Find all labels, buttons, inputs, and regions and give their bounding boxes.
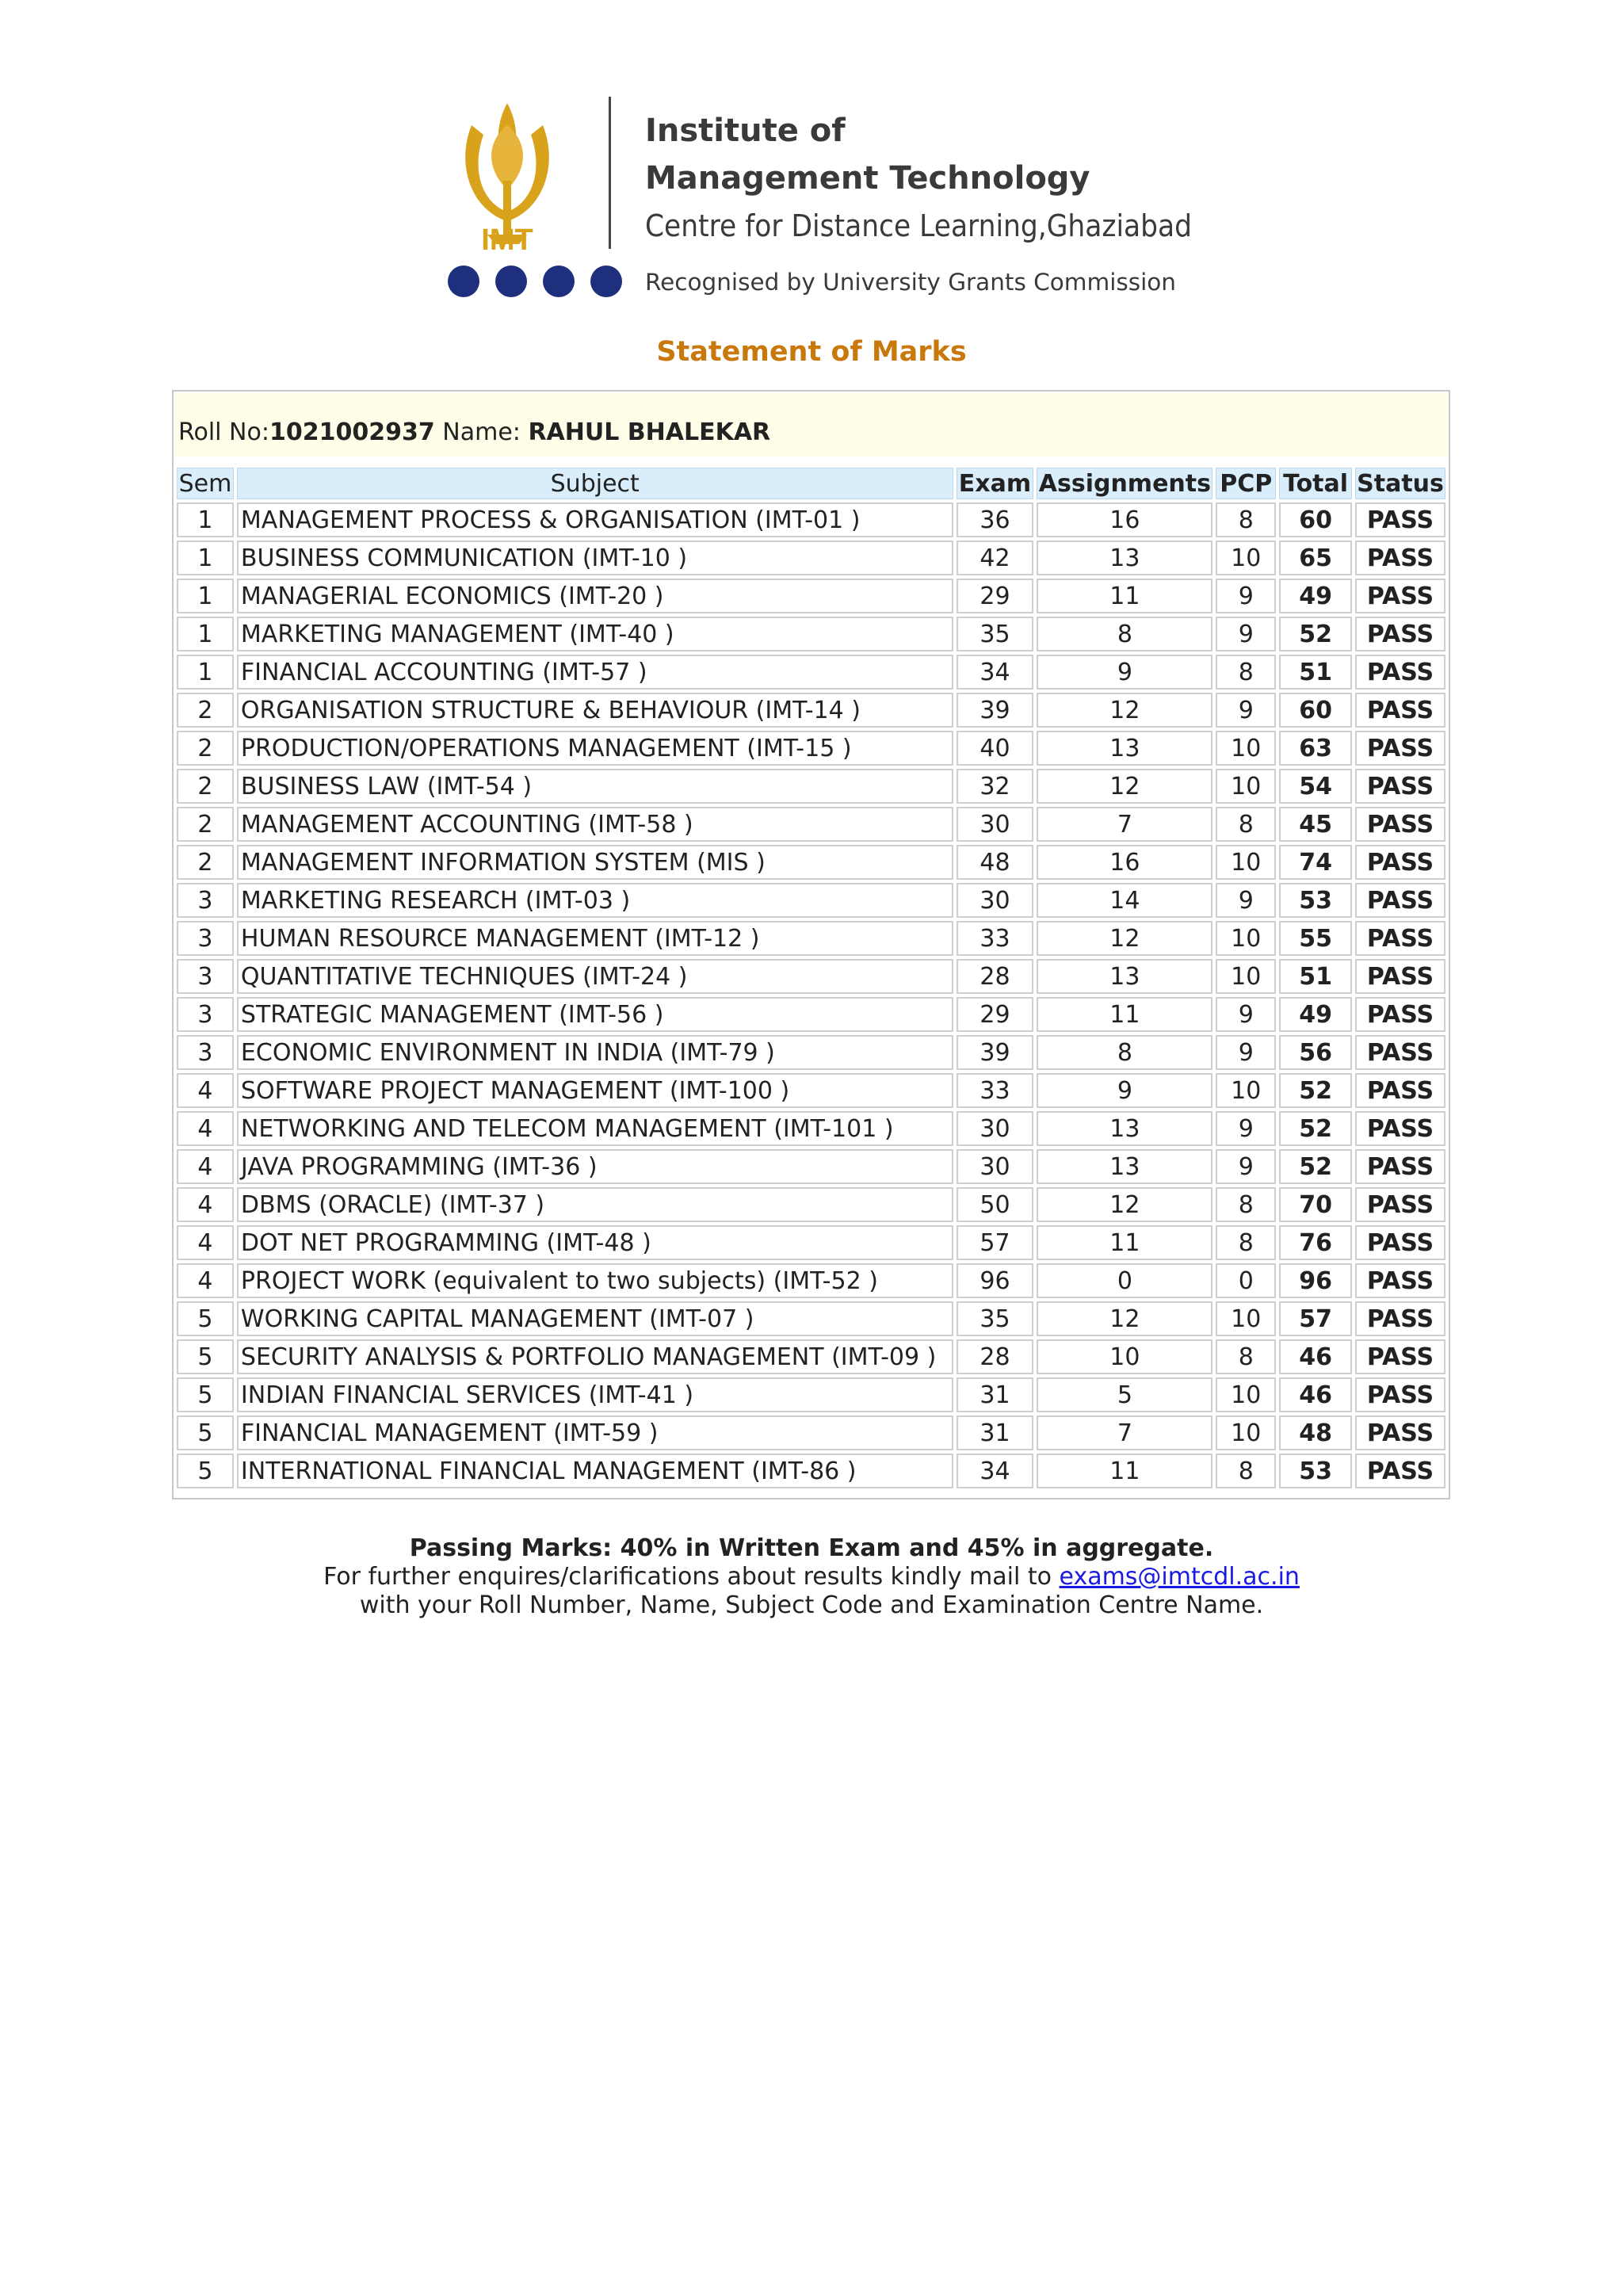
cell-pcp: 10 bbox=[1216, 769, 1276, 804]
table-row bbox=[177, 1301, 1445, 1336]
cell-status: PASS bbox=[1355, 845, 1445, 880]
cell-status: PASS bbox=[1355, 1415, 1445, 1450]
cell-subject: ORGANISATION STRUCTURE & BEHAVIOUR (IMT-14 ) bbox=[237, 693, 953, 728]
cell-total: 54 bbox=[1279, 769, 1352, 804]
cell-pcp: 0 bbox=[1216, 1263, 1276, 1298]
cell-pcp: 10 bbox=[1216, 731, 1276, 766]
cell-exam: 39 bbox=[957, 1035, 1034, 1070]
cell-subject: MARKETING MANAGEMENT (IMT-40 ) bbox=[237, 617, 953, 651]
cell-subject: MANAGEMENT PROCESS & ORGANISATION (IMT-01 ) bbox=[237, 502, 953, 537]
cell-status: PASS bbox=[1355, 769, 1445, 804]
cell-assignments: 14 bbox=[1037, 883, 1212, 918]
cell-subject: WORKING CAPITAL MANAGEMENT (IMT-07 ) bbox=[237, 1301, 953, 1336]
table-row bbox=[177, 731, 1445, 766]
cell-status: PASS bbox=[1355, 1225, 1445, 1260]
cell-status: PASS bbox=[1355, 883, 1445, 918]
cell-pcp: 8 bbox=[1216, 807, 1276, 842]
cell-total: 52 bbox=[1279, 617, 1352, 651]
cell-status: PASS bbox=[1355, 1339, 1445, 1374]
cell-sem: 4 bbox=[177, 1263, 234, 1298]
cell-pcp: 10 bbox=[1216, 541, 1276, 575]
table-header-row bbox=[177, 468, 1445, 499]
cell-subject: NETWORKING AND TELECOM MANAGEMENT (IMT-101 ) bbox=[237, 1111, 953, 1146]
cell-assignments: 12 bbox=[1037, 769, 1212, 804]
cell-total: 49 bbox=[1279, 579, 1352, 613]
logo-divider bbox=[609, 97, 611, 249]
table-row bbox=[177, 693, 1445, 728]
table-row bbox=[177, 807, 1445, 842]
cell-total: 57 bbox=[1279, 1301, 1352, 1336]
cell-total: 52 bbox=[1279, 1149, 1352, 1184]
imt-logo bbox=[440, 94, 1193, 308]
institute-line-2: Management Technology bbox=[645, 160, 1090, 197]
cell-sem: 3 bbox=[177, 1035, 234, 1070]
table-row bbox=[177, 959, 1445, 994]
cell-assignments: 12 bbox=[1037, 1187, 1212, 1222]
cell-exam: 31 bbox=[957, 1415, 1034, 1450]
cell-exam: 39 bbox=[957, 693, 1034, 728]
table-row bbox=[177, 769, 1445, 804]
cell-status: PASS bbox=[1355, 502, 1445, 537]
cell-total: 55 bbox=[1279, 921, 1352, 956]
cell-exam: 30 bbox=[957, 1111, 1034, 1146]
cell-assignments: 10 bbox=[1037, 1339, 1212, 1374]
cell-subject: SECURITY ANALYSIS & PORTFOLIO MANAGEMENT (IMT-09 ) bbox=[237, 1339, 953, 1374]
institute-line-3: Centre for Distance Learning,Ghaziabad bbox=[645, 208, 1192, 243]
cell-status: PASS bbox=[1355, 807, 1445, 842]
marks-table bbox=[174, 464, 1449, 1492]
cell-exam: 30 bbox=[957, 1149, 1034, 1184]
table-row bbox=[177, 655, 1445, 690]
cell-sem: 1 bbox=[177, 617, 234, 651]
cell-subject: FINANCIAL MANAGEMENT (IMT-59 ) bbox=[237, 1415, 953, 1450]
cell-subject: STRATEGIC MANAGEMENT (IMT-56 ) bbox=[237, 997, 953, 1032]
cell-sem: 1 bbox=[177, 502, 234, 537]
cell-subject: MANAGEMENT INFORMATION SYSTEM (MIS ) bbox=[237, 845, 953, 880]
cell-exam: 35 bbox=[957, 617, 1034, 651]
cell-assignments: 11 bbox=[1037, 1225, 1212, 1260]
cell-status: PASS bbox=[1355, 1263, 1445, 1298]
cell-exam: 48 bbox=[957, 845, 1034, 880]
cell-sem: 2 bbox=[177, 693, 234, 728]
cell-pcp: 10 bbox=[1216, 1073, 1276, 1108]
cell-pcp: 9 bbox=[1216, 1149, 1276, 1184]
cell-assignments: 13 bbox=[1037, 541, 1212, 575]
cell-sem: 3 bbox=[177, 883, 234, 918]
cell-exam: 30 bbox=[957, 883, 1034, 918]
cell-subject: QUANTITATIVE TECHNIQUES (IMT-24 ) bbox=[237, 959, 953, 994]
enquiry-line bbox=[0, 1563, 1623, 1591]
cell-total: 63 bbox=[1279, 731, 1352, 766]
cell-subject: PRODUCTION/OPERATIONS MANAGEMENT (IMT-15 ) bbox=[237, 731, 953, 766]
cell-exam: 30 bbox=[957, 807, 1034, 842]
cell-subject: MANAGEMENT ACCOUNTING (IMT-58 ) bbox=[237, 807, 953, 842]
cell-sem: 2 bbox=[177, 807, 234, 842]
cell-total: 45 bbox=[1279, 807, 1352, 842]
cell-exam: 34 bbox=[957, 1454, 1034, 1488]
cell-total: 52 bbox=[1279, 1111, 1352, 1146]
cell-subject: SOFTWARE PROJECT MANAGEMENT (IMT-100 ) bbox=[237, 1073, 953, 1108]
cell-assignments: 11 bbox=[1037, 579, 1212, 613]
cell-sem: 1 bbox=[177, 579, 234, 613]
cell-pcp: 8 bbox=[1216, 655, 1276, 690]
cell-subject: INDIAN FINANCIAL SERVICES (IMT-41 ) bbox=[237, 1377, 953, 1412]
cell-total: 53 bbox=[1279, 1454, 1352, 1488]
marks-table-body bbox=[177, 502, 1445, 1488]
logo-dots bbox=[448, 266, 622, 297]
cell-assignments: 16 bbox=[1037, 502, 1212, 537]
table-row bbox=[177, 1111, 1445, 1146]
cell-status: PASS bbox=[1355, 1111, 1445, 1146]
table-row bbox=[177, 1225, 1445, 1260]
cell-sem: 1 bbox=[177, 655, 234, 690]
cell-assignments: 13 bbox=[1037, 1149, 1212, 1184]
table-row bbox=[177, 921, 1445, 956]
cell-sem: 4 bbox=[177, 1225, 234, 1260]
cell-pcp: 8 bbox=[1216, 1454, 1276, 1488]
cell-status: PASS bbox=[1355, 1187, 1445, 1222]
cell-status: PASS bbox=[1355, 1454, 1445, 1488]
cell-subject: HUMAN RESOURCE MANAGEMENT (IMT-12 ) bbox=[237, 921, 953, 956]
cell-exam: 34 bbox=[957, 655, 1034, 690]
cell-sem: 2 bbox=[177, 769, 234, 804]
cell-sem: 3 bbox=[177, 997, 234, 1032]
cell-sem: 4 bbox=[177, 1111, 234, 1146]
cell-assignments: 9 bbox=[1037, 1073, 1212, 1108]
cell-exam: 29 bbox=[957, 579, 1034, 613]
cell-subject: MANAGERIAL ECONOMICS (IMT-20 ) bbox=[237, 579, 953, 613]
marks-frame bbox=[172, 390, 1450, 1499]
cell-assignments: 13 bbox=[1037, 1111, 1212, 1146]
cell-subject: BUSINESS COMMUNICATION (IMT-10 ) bbox=[237, 541, 953, 575]
cell-assignments: 7 bbox=[1037, 1415, 1212, 1450]
table-row bbox=[177, 883, 1445, 918]
cell-assignments: 0 bbox=[1037, 1263, 1212, 1298]
cell-sem: 1 bbox=[177, 541, 234, 575]
cell-exam: 33 bbox=[957, 1073, 1034, 1108]
cell-status: PASS bbox=[1355, 921, 1445, 956]
cell-pcp: 10 bbox=[1216, 959, 1276, 994]
cell-status: PASS bbox=[1355, 1035, 1445, 1070]
cell-assignments: 16 bbox=[1037, 845, 1212, 880]
cell-pcp: 8 bbox=[1216, 1339, 1276, 1374]
cell-sem: 5 bbox=[177, 1377, 234, 1412]
cell-subject: FINANCIAL ACCOUNTING (IMT-57 ) bbox=[237, 655, 953, 690]
cell-total: 76 bbox=[1279, 1225, 1352, 1260]
cell-subject: INTERNATIONAL FINANCIAL MANAGEMENT (IMT-86 ) bbox=[237, 1454, 953, 1488]
cell-total: 60 bbox=[1279, 693, 1352, 728]
table-row bbox=[177, 1339, 1445, 1374]
cell-status: PASS bbox=[1355, 579, 1445, 613]
cell-subject: JAVA PROGRAMMING (IMT-36 ) bbox=[237, 1149, 953, 1184]
col-header-exam: Exam bbox=[957, 468, 1034, 499]
cell-total: 49 bbox=[1279, 997, 1352, 1032]
cell-status: PASS bbox=[1355, 1377, 1445, 1412]
cell-sem: 5 bbox=[177, 1454, 234, 1488]
cell-subject: PROJECT WORK (equivalent to two subjects) (IMT-52 ) bbox=[237, 1263, 953, 1298]
cell-assignments: 8 bbox=[1037, 1035, 1212, 1070]
cell-total: 74 bbox=[1279, 845, 1352, 880]
table-row bbox=[177, 1377, 1445, 1412]
table-row bbox=[177, 502, 1445, 537]
cell-sem: 3 bbox=[177, 921, 234, 956]
logo-mark-text: IMT bbox=[481, 223, 533, 257]
footer-notes bbox=[0, 1534, 1623, 1620]
table-row bbox=[177, 1415, 1445, 1450]
cell-pcp: 8 bbox=[1216, 502, 1276, 537]
cell-status: PASS bbox=[1355, 997, 1445, 1032]
cell-pcp: 10 bbox=[1216, 845, 1276, 880]
table-row bbox=[177, 617, 1445, 651]
table-row bbox=[177, 1073, 1445, 1108]
cell-exam: 96 bbox=[957, 1263, 1034, 1298]
cell-exam: 42 bbox=[957, 541, 1034, 575]
table-row bbox=[177, 997, 1445, 1032]
cell-exam: 40 bbox=[957, 731, 1034, 766]
cell-status: PASS bbox=[1355, 541, 1445, 575]
table-row bbox=[177, 845, 1445, 880]
cell-total: 65 bbox=[1279, 541, 1352, 575]
cell-sem: 4 bbox=[177, 1149, 234, 1184]
roll-number: 1021002937 bbox=[269, 418, 435, 446]
cell-sem: 2 bbox=[177, 731, 234, 766]
cell-total: 46 bbox=[1279, 1339, 1352, 1374]
email-link[interactable]: exams@imtcdl.ac.in bbox=[1059, 1563, 1300, 1591]
table-row bbox=[177, 1187, 1445, 1222]
cell-pcp: 8 bbox=[1216, 1187, 1276, 1222]
passing-marks-note: Passing Marks: 40% in Written Exam and 45% in aggregate. bbox=[409, 1534, 1214, 1562]
cell-sem: 5 bbox=[177, 1415, 234, 1450]
cell-subject: BUSINESS LAW (IMT-54 ) bbox=[237, 769, 953, 804]
cell-assignments: 12 bbox=[1037, 1301, 1212, 1336]
page-title: Statement of Marks bbox=[656, 336, 967, 368]
cell-status: PASS bbox=[1355, 959, 1445, 994]
cell-pcp: 9 bbox=[1216, 1035, 1276, 1070]
cell-pcp: 8 bbox=[1216, 1225, 1276, 1260]
cell-assignments: 11 bbox=[1037, 1454, 1212, 1488]
cell-pcp: 10 bbox=[1216, 1377, 1276, 1412]
cell-pcp: 9 bbox=[1216, 1111, 1276, 1146]
cell-exam: 50 bbox=[957, 1187, 1034, 1222]
table-row bbox=[177, 1454, 1445, 1488]
cell-exam: 28 bbox=[957, 959, 1034, 994]
cell-total: 51 bbox=[1279, 655, 1352, 690]
cell-sem: 4 bbox=[177, 1073, 234, 1108]
col-header-pcp: PCP bbox=[1216, 468, 1276, 499]
cell-assignments: 12 bbox=[1037, 921, 1212, 956]
cell-assignments: 13 bbox=[1037, 959, 1212, 994]
table-row bbox=[177, 579, 1445, 613]
col-header-subject: Subject bbox=[237, 468, 953, 499]
cell-total: 70 bbox=[1279, 1187, 1352, 1222]
cell-sem: 5 bbox=[177, 1339, 234, 1374]
cell-total: 48 bbox=[1279, 1415, 1352, 1450]
cell-assignments: 13 bbox=[1037, 731, 1212, 766]
table-row bbox=[177, 1035, 1445, 1070]
cell-pcp: 9 bbox=[1216, 883, 1276, 918]
cell-assignments: 7 bbox=[1037, 807, 1212, 842]
enquiry-suffix: with your Roll Number, Name, Subject Code and Examination Centre Name. bbox=[359, 1591, 1264, 1619]
cell-assignments: 5 bbox=[1037, 1377, 1212, 1412]
cell-pcp: 10 bbox=[1216, 1301, 1276, 1336]
cell-pcp: 10 bbox=[1216, 921, 1276, 956]
student-name: RAHUL BHALEKAR bbox=[528, 418, 771, 446]
cell-assignments: 12 bbox=[1037, 693, 1212, 728]
cell-subject: ECONOMIC ENVIRONMENT IN INDIA (IMT-79 ) bbox=[237, 1035, 953, 1070]
student-info bbox=[175, 393, 1447, 457]
cell-subject: DOT NET PROGRAMMING (IMT-48 ) bbox=[237, 1225, 953, 1260]
cell-exam: 28 bbox=[957, 1339, 1034, 1374]
cell-total: 53 bbox=[1279, 883, 1352, 918]
table-row bbox=[177, 541, 1445, 575]
col-header-status: Status bbox=[1355, 468, 1445, 499]
cell-total: 96 bbox=[1279, 1263, 1352, 1298]
cell-status: PASS bbox=[1355, 731, 1445, 766]
cell-assignments: 8 bbox=[1037, 617, 1212, 651]
cell-sem: 3 bbox=[177, 959, 234, 994]
cell-sem: 4 bbox=[177, 1187, 234, 1222]
cell-subject: DBMS (ORACLE) (IMT-37 ) bbox=[237, 1187, 953, 1222]
cell-status: PASS bbox=[1355, 1149, 1445, 1184]
cell-pcp: 10 bbox=[1216, 1415, 1276, 1450]
cell-sem: 5 bbox=[177, 1301, 234, 1336]
cell-total: 52 bbox=[1279, 1073, 1352, 1108]
enquiry-prefix: For further enquires/clarifications about results kindly mail to bbox=[323, 1563, 1052, 1591]
col-header-sem: Sem bbox=[177, 468, 234, 499]
table-row bbox=[177, 1149, 1445, 1184]
cell-pcp: 9 bbox=[1216, 617, 1276, 651]
cell-sem: 2 bbox=[177, 845, 234, 880]
cell-exam: 32 bbox=[957, 769, 1034, 804]
cell-pcp: 9 bbox=[1216, 997, 1276, 1032]
cell-total: 60 bbox=[1279, 502, 1352, 537]
cell-exam: 35 bbox=[957, 1301, 1034, 1336]
name-label: Name: bbox=[442, 418, 521, 446]
cell-exam: 57 bbox=[957, 1225, 1034, 1260]
cell-pcp: 9 bbox=[1216, 579, 1276, 613]
cell-status: PASS bbox=[1355, 1073, 1445, 1108]
roll-label: Roll No: bbox=[178, 418, 269, 446]
col-header-total: Total bbox=[1279, 468, 1352, 499]
cell-exam: 36 bbox=[957, 502, 1034, 537]
cell-assignments: 11 bbox=[1037, 997, 1212, 1032]
cell-exam: 31 bbox=[957, 1377, 1034, 1412]
institute-line-1: Institute of bbox=[645, 113, 846, 149]
cell-status: PASS bbox=[1355, 655, 1445, 690]
cell-subject: MARKETING RESEARCH (IMT-03 ) bbox=[237, 883, 953, 918]
col-header-assignments: Assignments bbox=[1037, 468, 1212, 499]
cell-exam: 33 bbox=[957, 921, 1034, 956]
cell-total: 56 bbox=[1279, 1035, 1352, 1070]
recognition-text: Recognised by University Grants Commission bbox=[645, 269, 1176, 296]
cell-total: 51 bbox=[1279, 959, 1352, 994]
cell-status: PASS bbox=[1355, 693, 1445, 728]
cell-exam: 29 bbox=[957, 997, 1034, 1032]
cell-pcp: 9 bbox=[1216, 693, 1276, 728]
cell-status: PASS bbox=[1355, 617, 1445, 651]
cell-status: PASS bbox=[1355, 1301, 1445, 1336]
cell-total: 46 bbox=[1279, 1377, 1352, 1412]
table-row bbox=[177, 1263, 1445, 1298]
cell-assignments: 9 bbox=[1037, 655, 1212, 690]
